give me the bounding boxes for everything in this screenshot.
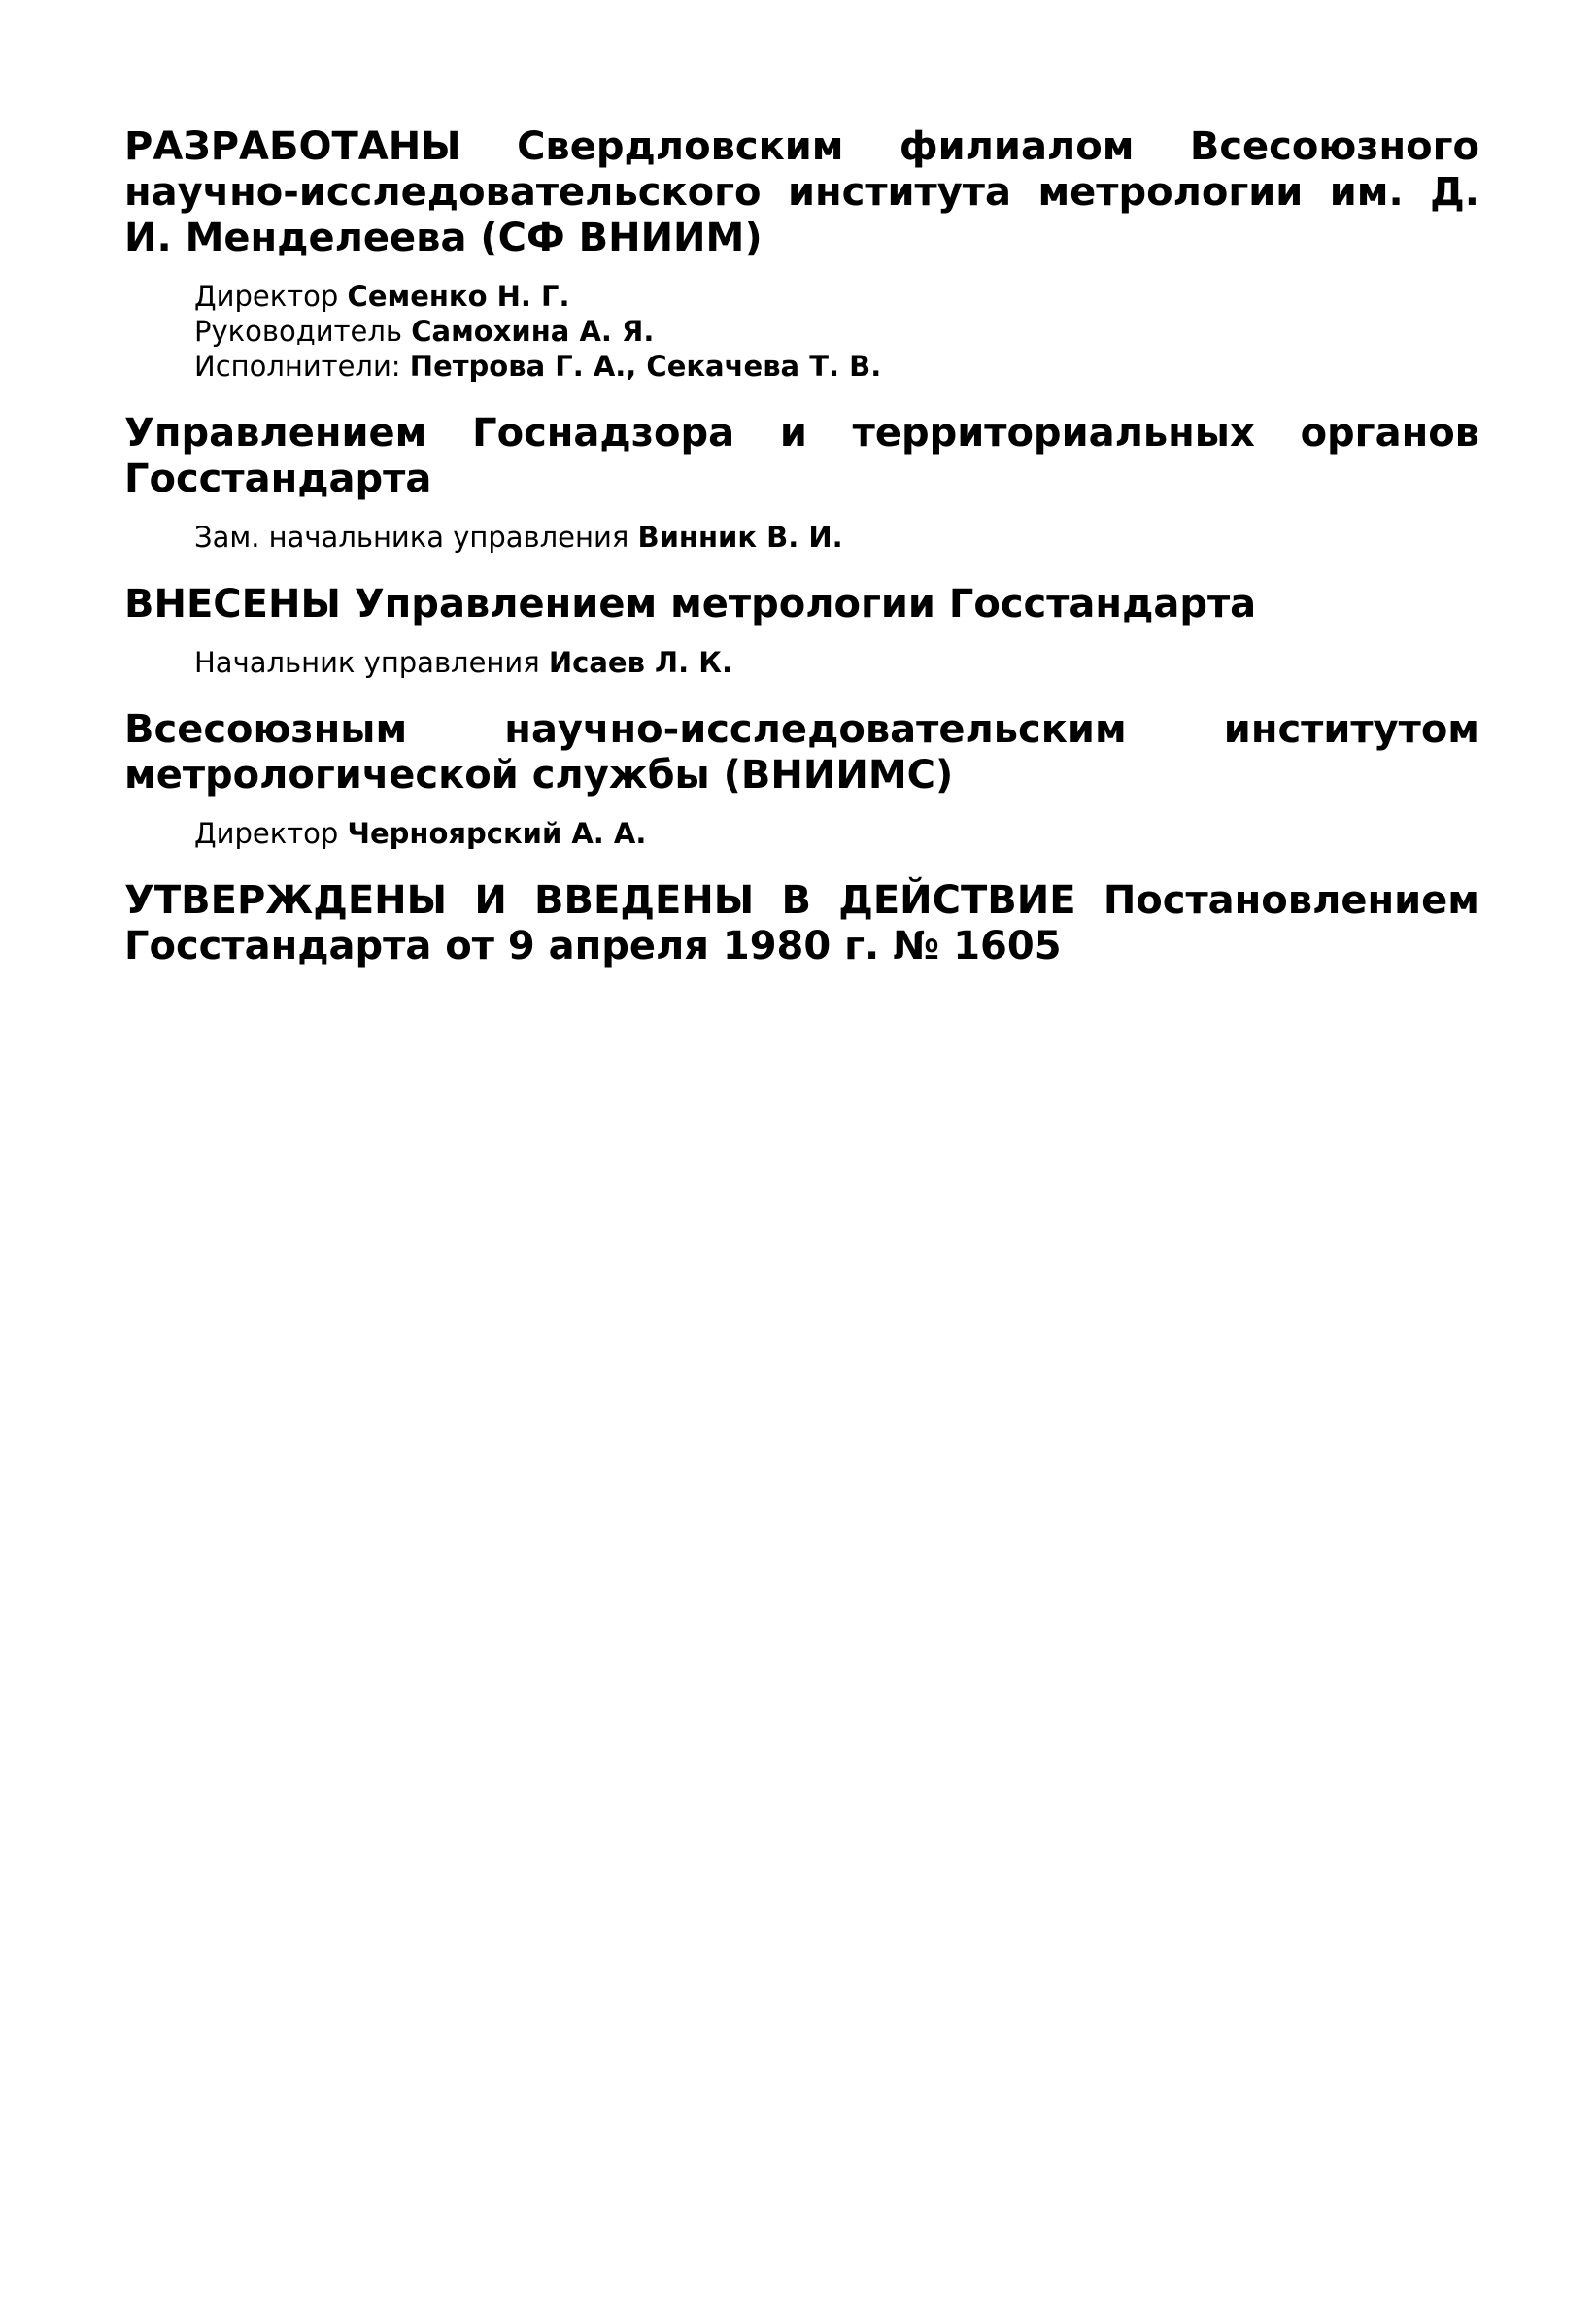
developed-section bbox=[124, 124, 1479, 384]
staff-line bbox=[194, 520, 1479, 555]
developed-org: Свердловским филиалом Всесоюзного научно-исследовательского института метрологии им. Д. И. Менделеева (СФ ВНИИМ) bbox=[124, 124, 1479, 260]
introduced-staff bbox=[194, 645, 1479, 680]
staff-role: Руководитель bbox=[194, 315, 403, 348]
staff-name: Петрова Г. А., Секачева Т. В. bbox=[409, 350, 882, 383]
staff-line bbox=[194, 645, 1479, 680]
staff-name: Исаев Л. К. bbox=[548, 646, 732, 679]
staff-role: Исполнители: bbox=[194, 350, 401, 383]
vniims-org: Всесоюзным научно-исследовательским институтом метрологической службы (ВНИИМС) bbox=[124, 707, 1479, 798]
approved-text: Постановлением Госстандарта от 9 апреля 1980 г. № 1605 bbox=[124, 878, 1479, 968]
gosnadzor-section bbox=[124, 411, 1479, 555]
introduced-heading bbox=[124, 582, 1479, 628]
vniims-heading bbox=[124, 707, 1479, 798]
vniims-staff bbox=[194, 816, 1479, 851]
developed-label: РАЗРАБОТАНЫ bbox=[124, 124, 461, 169]
introduced-org: Управлением метрологии Госстандарта bbox=[354, 582, 1257, 627]
developed-staff bbox=[194, 279, 1479, 384]
staff-role: Начальник управления bbox=[194, 646, 540, 679]
staff-role: Директор bbox=[194, 817, 339, 850]
staff-line bbox=[194, 314, 1479, 349]
staff-line bbox=[194, 816, 1479, 851]
document-page bbox=[124, 124, 1479, 969]
staff-role: Директор bbox=[194, 280, 339, 313]
staff-role: Зам. начальника управления bbox=[194, 521, 629, 554]
staff-name: Самохина А. Я. bbox=[411, 315, 655, 348]
introduced-label: ВНЕСЕНЫ bbox=[124, 582, 341, 627]
staff-line bbox=[194, 279, 1479, 314]
gosnadzor-heading bbox=[124, 411, 1479, 502]
staff-name: Винник В. И. bbox=[637, 521, 843, 554]
gosnadzor-org: Управлением Госнадзора и территориальных органов Госстандарта bbox=[124, 411, 1479, 501]
staff-name: Семенко Н. Г. bbox=[347, 280, 570, 313]
developed-heading bbox=[124, 124, 1479, 261]
staff-line bbox=[194, 349, 1479, 384]
approved-heading bbox=[124, 878, 1479, 969]
introduced-section bbox=[124, 582, 1479, 680]
approved-section bbox=[124, 878, 1479, 969]
approved-label: УТВЕРЖДЕНЫ И ВВЕДЕНЫ В ДЕЙСТВИЕ bbox=[124, 878, 1076, 923]
gosnadzor-staff bbox=[194, 520, 1479, 555]
staff-name: Черноярский А. А. bbox=[347, 817, 647, 850]
vniims-section bbox=[124, 707, 1479, 851]
